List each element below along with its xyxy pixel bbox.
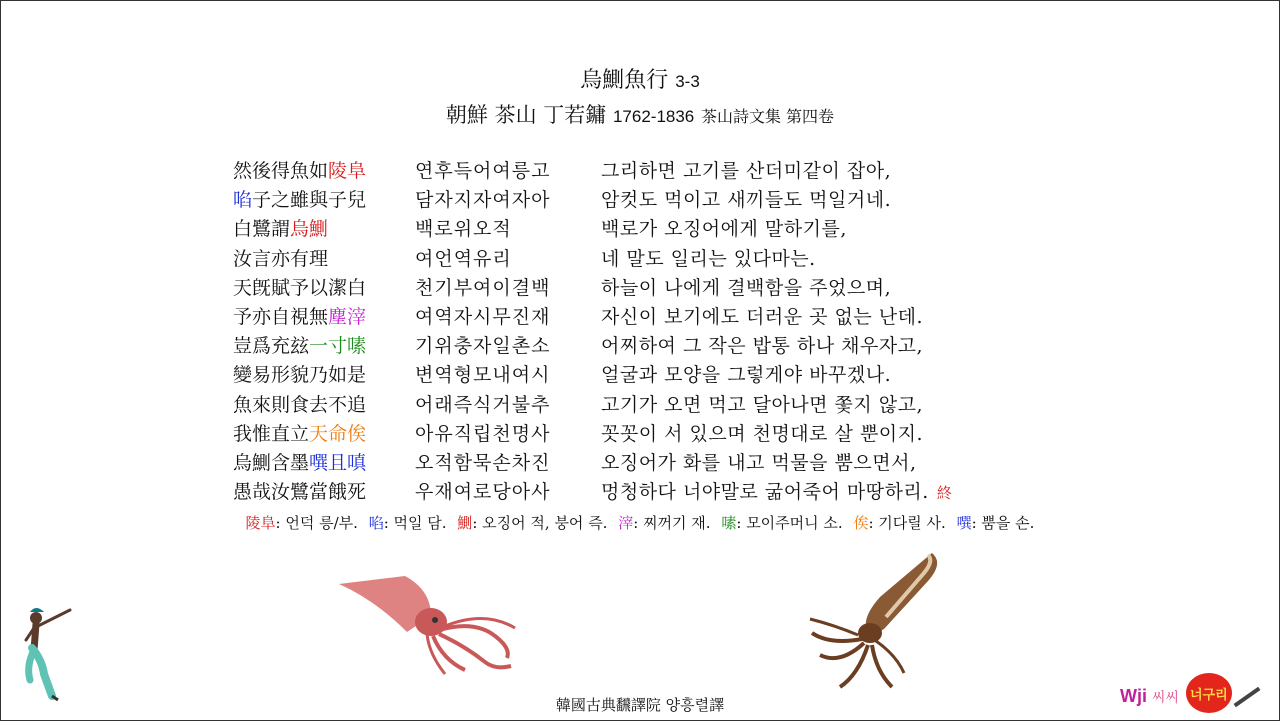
hanja-line: 愚哉汝鷺當餓死 [233,481,367,504]
brand-logo-text: Wji [1120,686,1147,706]
poem-line [233,274,1053,303]
author-text: 朝鮮 茶山 丁若鏞 [445,103,607,127]
reading-line: 연후득어여릉고 [415,160,551,182]
squid-illustration-pink [335,570,535,680]
title-part: 3-3 [675,72,700,91]
hanja-line: 烏鰂含墨噀且嗔 [233,451,367,474]
translation-line: 그리하면 고기를 산더미같이 잡아, [601,160,892,182]
translation-line: 하늘이 나에게 결백함을 주었으며, [601,276,892,299]
poem-line [233,245,1053,274]
reading-line: 아유직립천명사 [415,422,551,445]
hanja-line: 豈爲充玆一寸嗉 [233,335,367,358]
poem-title [0,63,1280,94]
glossary-gloss: : 기다릴 사. [868,514,946,532]
poem-line [233,332,1053,361]
translation-line: 얼굴과 모양을 그렇게야 바꾸겠나. [601,364,892,387]
reading-line: 백로위오적 [415,218,512,241]
brand-logo [1120,667,1270,715]
translation-line: 네 말도 일리는 있다마는. [601,247,816,270]
reading-line: 오적함묵손차진 [415,451,551,474]
ladle-icon [1234,687,1261,707]
collection-text: 茶山詩文集 第四卷 [700,107,835,126]
glossary-gloss: : 찌꺼기 재. [633,514,711,532]
reading-line: 담자지자여자아 [415,189,551,212]
translation-line: 오징어가 화를 내고 먹물을 뿜으면서, [601,451,917,474]
translation-line: 멍청하다 너야말로 굶어죽어 마땅하리. 終 [601,481,953,504]
brand-badge-text: 너구리 [1190,687,1228,702]
translation-line: 백로가 오징어에게 말하기를, [601,218,847,241]
hanja-line: 汝言亦有理 [233,247,329,270]
translation-line: 암컷도 먹이고 새끼들도 먹일거네. [601,189,892,212]
poem-line [233,478,1053,507]
glossary-term: 噀 [956,514,972,532]
reading-line: 어래즉식거불추 [415,393,551,416]
hanja-line: 白鷺謂烏鰂 [233,218,329,241]
translation-line: 고기가 오면 먹고 달아나면 쫓지 않고, [601,393,924,416]
hanja-line: 天旣賦予以潔白 [233,276,367,299]
hanja-line: 然後得魚如陵阜 [233,160,367,182]
glossary-gloss: : 모이주머니 소. [736,514,843,532]
hanja-line: 啗子之雖與子兒 [233,189,367,212]
brand-script-text: 씨씨 [1152,689,1180,705]
glossary-term: 陵阜 [245,514,276,532]
reading-line: 천기부여이결백 [415,276,551,299]
glossary-gloss: : 오징어 적, 붕어 즉. [472,514,608,532]
glossary-term: 啗 [368,514,384,532]
glossary-gloss: : 뿜을 손. [971,514,1035,532]
reading-line: 여역자시무진재 [415,305,551,328]
glossary-line [0,512,1280,533]
poem-subtitle [0,99,1280,129]
end-mark: 終 [936,484,953,503]
dancer-illustration [22,600,82,705]
glossary-term: 鰂 [457,514,473,532]
reading-line: 기위충자일촌소 [415,335,551,358]
title-text: 烏鰂魚行 [580,68,669,93]
translation-line: 어찌하여 그 작은 밥통 하나 채우자고, [601,335,924,358]
poem-line [233,420,1053,449]
translation-line: 자신이 보기에도 더러운 곳 없는 난데. [601,305,924,328]
hanja-line: 我惟直立天命俟 [233,422,367,445]
poem-line [233,449,1053,478]
poem-line [233,215,1053,244]
reading-line: 우재여로당아사 [415,481,551,504]
poem-line [233,361,1053,390]
author-years: 1762-1836 [612,107,695,126]
translation-line: 꼿꼿이 서 있으며 천명대로 살 뿐이지. [601,422,924,445]
squid-photo-brown [800,545,950,695]
hanja-line: 變易形貌乃如是 [233,364,367,387]
poem-line [233,303,1053,332]
glossary-term: 滓 [618,514,634,532]
reading-line: 여언역유리 [415,247,512,270]
poem-body [233,157,1053,507]
poem-line [233,186,1053,215]
hanja-line: 予亦自視無塵滓 [233,305,367,328]
glossary-term: 嗉 [721,514,737,532]
poem-line [233,157,1053,186]
glossary-term: 俟 [853,514,869,532]
translator-credit: 韓國古典飜譯院 양흥렬譯 [555,696,725,714]
poem-line [233,391,1053,420]
glossary-gloss: : 먹일 담. [383,514,447,532]
reading-line: 변역형모내여시 [415,364,551,387]
glossary-gloss: : 언덕 릉/부. [275,514,358,532]
hanja-line: 魚來則食去不追 [233,393,367,416]
